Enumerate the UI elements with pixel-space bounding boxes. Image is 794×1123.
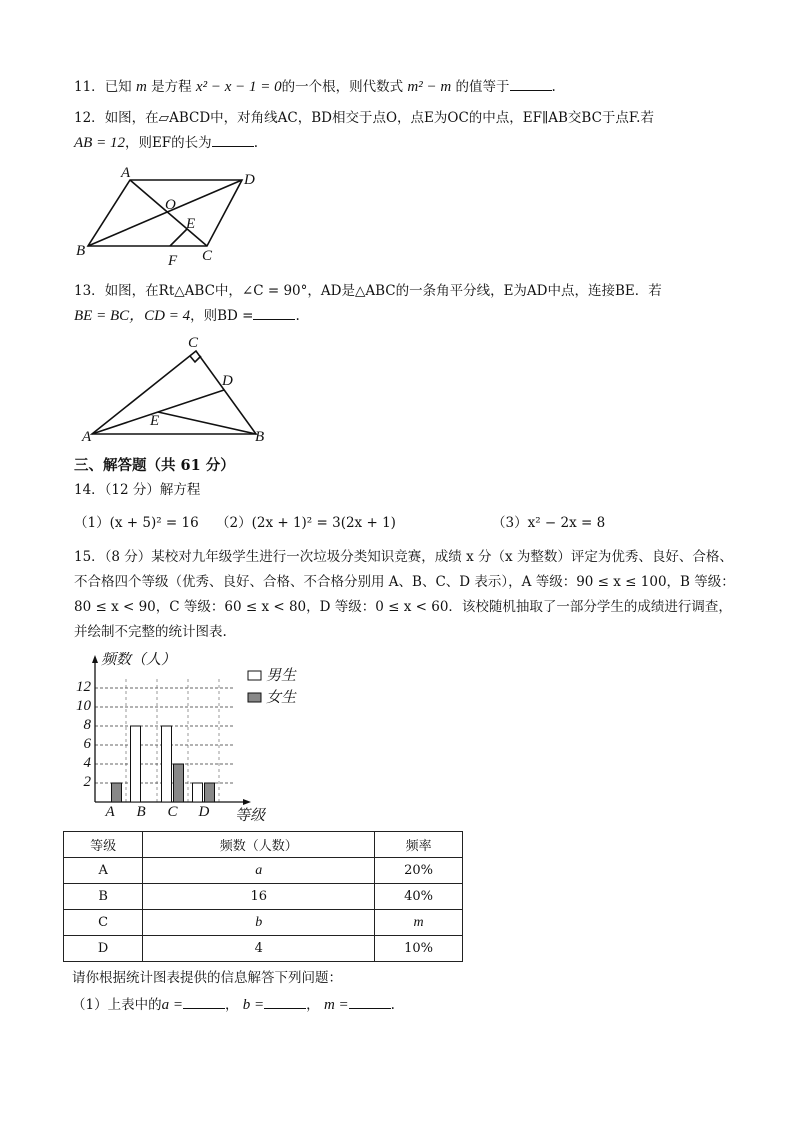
q14-part-2: （2）(2x + 1)² = 3(2x + 1): [216, 515, 396, 531]
q15-ask-1: （1）上表中的a = ， b = ， m = .: [72, 997, 395, 1013]
label-f: F: [168, 253, 178, 268]
answer-b-blank[interactable]: [264, 995, 306, 1009]
table-header-row: [64, 832, 463, 858]
section-3-title: 三、解答题（共 61 分）: [74, 457, 235, 474]
y-tick-label: 4: [83, 755, 91, 771]
label-d: D: [222, 373, 233, 389]
table-cell: m: [375, 910, 463, 936]
q14-head: 14．（12 分）解方程: [74, 482, 201, 498]
table-row: [64, 910, 463, 936]
table-cell: 40%: [375, 884, 463, 910]
q12-text-2: ，则EF的长为: [124, 135, 212, 151]
q13-text-1: 如图，在Rt△ABC中，∠C = 90°，AD是△ABC的一条角平分线，E为AD中点，连接BE．若: [104, 283, 662, 299]
q14-part-3: （3）x² − 2x = 8: [492, 515, 606, 531]
q15-line-1: 15．（8 分）某校对九年级学生进行一次垃圾分类知识竞赛，成绩 x 分（x 为整数）评定为优秀、良好、合格、: [74, 549, 733, 565]
q12-condition: AB = 12: [74, 135, 125, 151]
label-c: C: [188, 335, 199, 351]
y-tick-label: 2: [83, 774, 91, 790]
legend-label: 男生: [266, 668, 297, 684]
y-tick-label: 8: [83, 717, 91, 733]
table-cell: D: [64, 936, 143, 962]
table-header: 频数（人数）: [143, 832, 375, 858]
bar-female: [174, 764, 184, 802]
y-tick-label: 6: [83, 736, 91, 752]
q13-text-2: ，则BD =: [190, 308, 254, 324]
x-tick-label: D: [198, 804, 210, 820]
label-e: E: [186, 216, 196, 232]
q11-answer-blank[interactable]: [510, 77, 552, 91]
x-axis-arrow: [243, 799, 251, 805]
label-c: C: [202, 248, 213, 264]
q11-expression: m² − m: [407, 79, 452, 95]
q15-line-4: 并绘制不完整的统计图表.: [74, 624, 227, 640]
table-cell: 10%: [375, 936, 463, 962]
q15-prompt: 请你根据统计图表提供的信息解答下列问题：: [72, 970, 342, 986]
q11-var-m: m: [135, 79, 147, 95]
legend-swatch: [248, 693, 261, 702]
bar-male: [131, 726, 141, 802]
table-row: [64, 936, 463, 962]
q11-text-1: 已知: [104, 79, 132, 95]
q12-text-1: 如图，在▱ABCD中，对角线AC，BD相交于点O，点E为OC的中点，EF∥AB交BC于点F.若: [104, 110, 654, 126]
label-b: B: [76, 243, 86, 259]
bar-female: [112, 783, 122, 802]
q12-line-1: [74, 109, 654, 127]
q12-number: 12．: [74, 110, 105, 126]
label-o: O: [165, 197, 176, 213]
ask-a-label: a =: [161, 997, 183, 1013]
frequency-bar-chart: [60, 652, 310, 824]
right-angle-mark: [190, 356, 201, 362]
q13-line-1: [74, 282, 662, 300]
segment-be: [158, 412, 256, 434]
q11-number: 11．: [74, 79, 105, 95]
ask-m-label: m =: [323, 997, 349, 1013]
answer-m-blank[interactable]: [349, 995, 391, 1009]
q11-text-3: 的一个根，则代数式: [281, 79, 404, 95]
y-axis-title: 频数（人）: [101, 652, 177, 668]
q13-answer-blank[interactable]: [253, 306, 295, 320]
legend-swatch: [248, 671, 261, 680]
y-tick-label: 12: [76, 679, 91, 695]
q13-line-2: BE = BC，CD = 4，则BD = .: [74, 308, 300, 324]
bar-male: [193, 783, 203, 802]
q11-equation: x² − x − 1 = 0: [195, 79, 282, 95]
statistics-table: [63, 831, 463, 962]
triangle-abc: [92, 351, 256, 434]
table-cell: C: [64, 910, 143, 936]
label-b: B: [255, 429, 265, 445]
answer-a-blank[interactable]: [183, 995, 225, 1009]
label-d: D: [244, 172, 255, 188]
legend-label: 女生: [266, 690, 297, 706]
segment-ef: [170, 229, 187, 246]
ask-1-text: （1）上表中的: [72, 997, 162, 1013]
q11-text-2: 是方程: [151, 79, 192, 95]
table-row: [64, 858, 463, 884]
x-tick-label: B: [136, 804, 146, 820]
q12-parallelogram-figure: [72, 162, 272, 268]
label-a: A: [82, 429, 92, 445]
x-axis-title: 等级: [235, 808, 266, 824]
x-tick-label: C: [167, 804, 178, 820]
table-cell: 4: [143, 936, 375, 962]
label-a: A: [121, 165, 131, 181]
q11-line: 11．已知 m 是方程 x² − x − 1 = 0的一个根，则代数式 m² − m 的值等于 .: [74, 79, 556, 95]
q15-line-2: 不合格四个等级（优秀、良好、合格、不合格分别用 A、B、C、D 表示），A 等级：90 ≤ x ≤ 100，B 等级：: [74, 574, 735, 590]
q12-answer-blank[interactable]: [212, 133, 254, 147]
table-cell: b: [143, 910, 375, 936]
ask-b-label: b =: [242, 997, 265, 1013]
bar-female: [205, 783, 215, 802]
q14-part-1: （1）(x + 5)² = 16: [74, 515, 199, 531]
y-axis-arrow: [92, 655, 98, 663]
diagonal-ac: [130, 180, 207, 246]
table-cell: A: [64, 858, 143, 884]
diagonal-bd: [88, 180, 242, 246]
table-header: 等级: [64, 832, 143, 858]
label-e: E: [150, 413, 160, 429]
x-tick-label: A: [105, 804, 115, 820]
q13-triangle-figure: [80, 333, 280, 445]
table-row: [64, 884, 463, 910]
table-cell: B: [64, 884, 143, 910]
q12-line-2: AB = 12，则EF的长为 .: [74, 135, 258, 151]
q11-text-4: 的值等于: [455, 79, 510, 95]
q13-condition: BE = BC，CD = 4: [74, 308, 191, 324]
table-cell: a: [143, 858, 375, 884]
y-tick-label: 10: [76, 698, 91, 714]
bar-male: [162, 726, 172, 802]
table-cell: 16: [143, 884, 375, 910]
q15-line-3: 80 ≤ x < 90，C 等级：60 ≤ x < 80，D 等级：0 ≤ x < 60．该校随机抽取了一部分学生的成绩进行调查，: [74, 599, 732, 615]
table-header: 频率: [375, 832, 463, 858]
q13-number: 13．: [74, 283, 105, 299]
table-cell: 20%: [375, 858, 463, 884]
